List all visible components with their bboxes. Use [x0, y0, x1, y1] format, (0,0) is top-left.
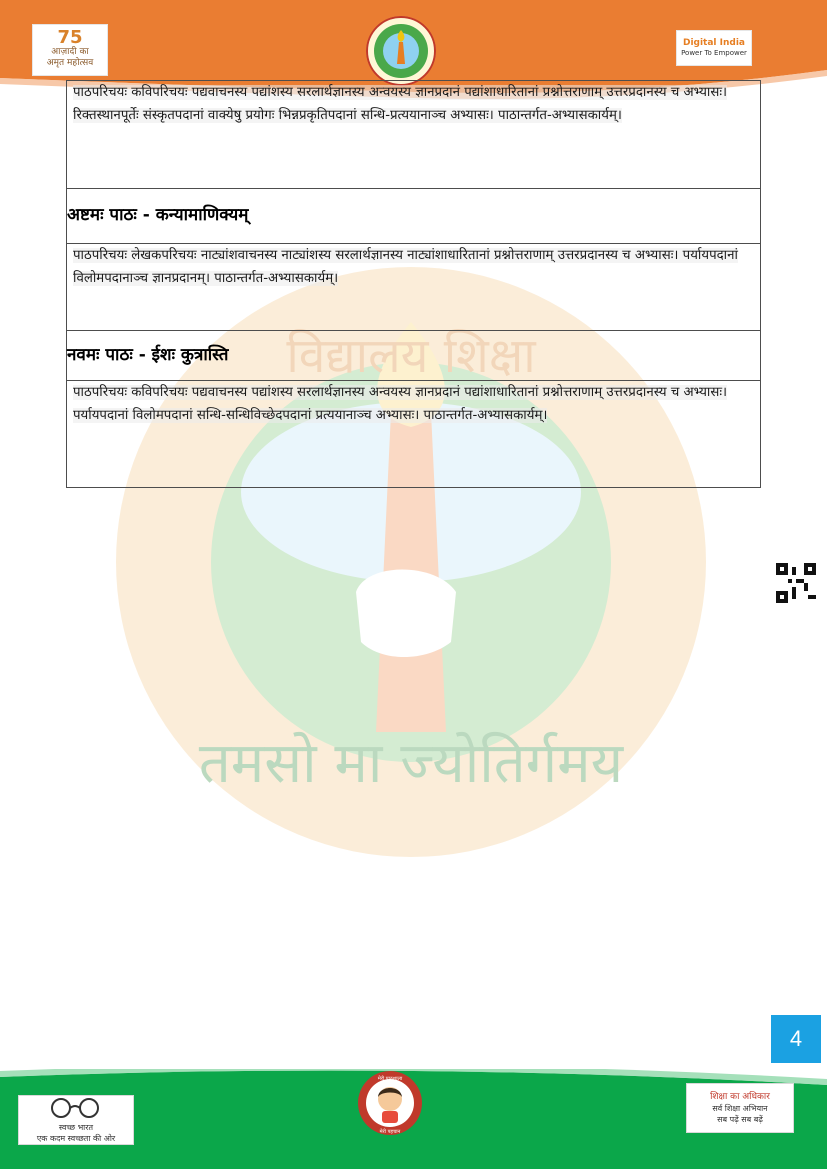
svg-text:मेरी पहचान: मेरी पहचान: [379, 1129, 401, 1135]
page-number: 4: [771, 1015, 821, 1063]
section-8-description-cell: [67, 244, 761, 331]
syllabus-table: [66, 80, 761, 488]
table-row: [67, 381, 761, 488]
table-row: [67, 81, 761, 189]
meri-pathshala-mascot-icon: [357, 1069, 423, 1141]
watermark-motto: तमसो मा ज्योतिर्गमय: [198, 731, 624, 796]
watermark-top-text: विद्यालय शिक्षा: [286, 328, 536, 384]
board-emblem-icon: [366, 16, 436, 86]
spectacles-icon: [41, 1097, 111, 1119]
section-9-description-cell: [67, 381, 761, 488]
svg-text:मेरी पाठशाला: मेरी पाठशाला: [377, 1076, 403, 1082]
swachh-bharat-logo: स्वच्छ भारत एक कदम स्वच्छता की ओर: [18, 1095, 134, 1145]
table-row: [67, 244, 761, 331]
section-7-description: पाठपरिचयः कविपरिचयः पद्यवाचनस्य पद्यांशस्य सरलार्थज्ञानस्य अन्वयस्य ज्ञानप्रदानं पद्यांशाधारितानां प्रश्नोत्तराणाम् उत्तरप्रदानस्य च अभ्यासः। रिक्तस्थानपूर्तेः संस्कृतपदानां वाक्येषु प्रयोगः भिन्नप्रकृतिपदानां सन्धि-प्रत्ययानाञ्च अभ्यासः। पाठान्तर्गत-अभ्यासकार्यम्।: [73, 85, 728, 123]
section-7-description-cell: [67, 81, 761, 189]
azadi-ka-amrit-mahotsav-logo: 75 आज़ादी का अमृत महोत्सव: [32, 24, 108, 76]
qr-code-icon: [776, 563, 816, 603]
table-row: [67, 189, 761, 244]
section-9-description: पाठपरिचयः कविपरिचयः पद्यवाचनस्य पद्यांशस्य सरलार्थज्ञानस्य अन्वयस्य ज्ञानप्रदानं पद्यांशाधारितानां प्रश्नोत्तराणाम् उत्तरप्रदानस्य च अभ्यासः। पर्यायपदानां विलोमपदानां सन्धि-सन्धिविच्छेदपदानां प्रत्ययानाञ्च अभ्यासः। पाठान्तर्गत-अभ्यासकार्यम्।: [73, 385, 728, 423]
digital-india-logo: Digital India Power To Empower: [676, 30, 752, 66]
table-row: [67, 331, 761, 381]
shiksha-ka-adhikar-logo: शिक्षा का अधिकार सर्व शिक्षा अभियान सब पढ़ें सब बढ़ें: [686, 1083, 794, 1133]
section-9-heading: नवमः पाठः - ईशः कुत्रास्ति: [67, 331, 761, 381]
section-8-heading: अष्टमः पाठः - कन्यामाणिक्यम्: [67, 189, 761, 244]
page-footer: [0, 1069, 827, 1169]
section-8-description: पाठपरिचयः लेखकपरिचयः नाट्यांशवाचनस्य नाट्यांशस्य सरलार्थज्ञानस्य नाट्यांशाधारितानां प्रश्नोत्तराणाम् उत्तरप्रदानस्य च अभ्यासः। पर्यायपदानां विलोमपदानाञ्च ज्ञानप्रदानम्। पाठान्तर्गत-अभ्यासकार्यम्।: [73, 248, 738, 286]
